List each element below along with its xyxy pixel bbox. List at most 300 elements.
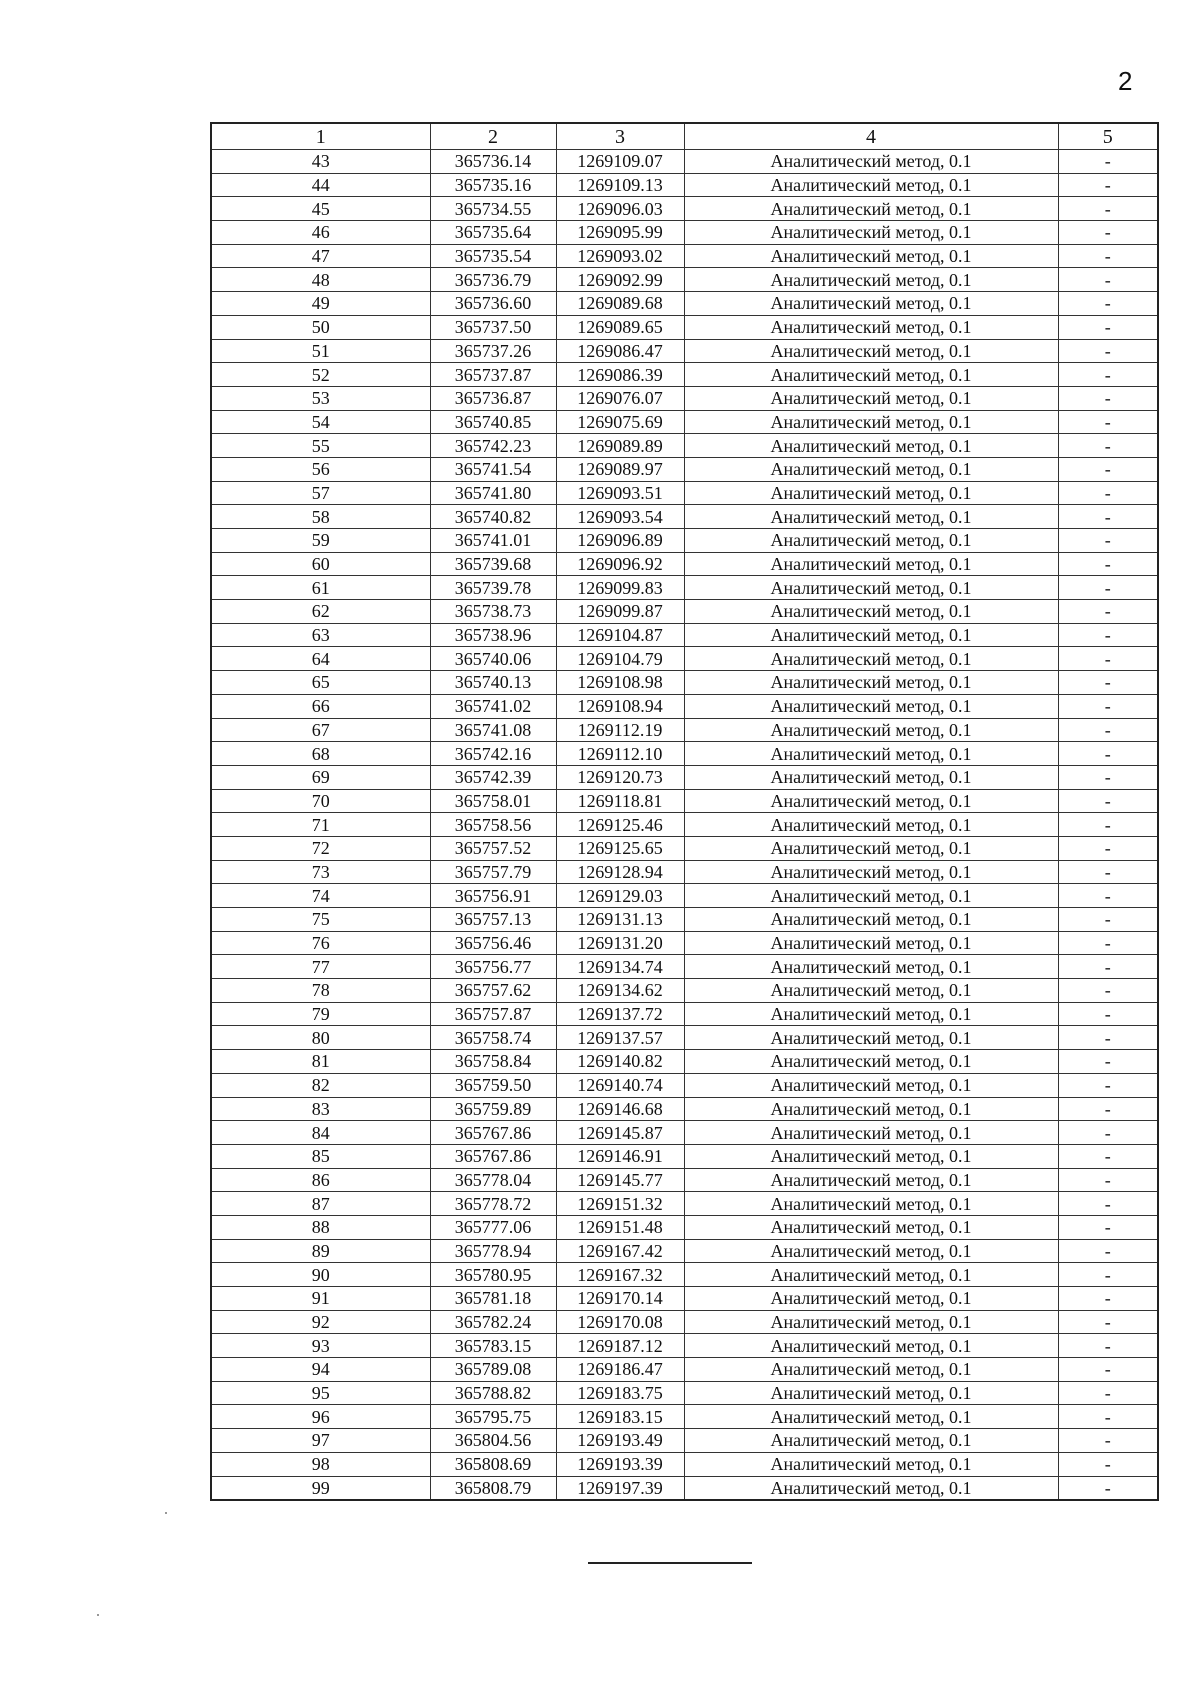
- end-rule: [588, 1562, 752, 1564]
- cell-coord-y: 1269099.87: [556, 600, 684, 624]
- cell-method-accuracy: Аналитический метод, 0.1: [684, 765, 1058, 789]
- cell-point-number: 82: [211, 1073, 430, 1097]
- cell-note: -: [1058, 434, 1158, 458]
- cell-coord-x: 365741.01: [430, 529, 556, 553]
- scan-speck: [97, 1614, 99, 1616]
- cell-note: -: [1058, 931, 1158, 955]
- cell-note: -: [1058, 647, 1158, 671]
- cell-method-accuracy: Аналитический метод, 0.1: [684, 1334, 1058, 1358]
- cell-method-accuracy: Аналитический метод, 0.1: [684, 1026, 1058, 1050]
- cell-coord-x: 365767.86: [430, 1121, 556, 1145]
- cell-coord-x: 365778.04: [430, 1168, 556, 1192]
- cell-coord-x: 365741.08: [430, 718, 556, 742]
- table-row: [211, 292, 1158, 316]
- cell-note: -: [1058, 1287, 1158, 1311]
- table-row: [211, 505, 1158, 529]
- table-row: [211, 1002, 1158, 1026]
- cell-point-number: 88: [211, 1215, 430, 1239]
- cell-coord-x: 365742.16: [430, 742, 556, 766]
- cell-note: -: [1058, 979, 1158, 1003]
- cell-method-accuracy: Аналитический метод, 0.1: [684, 647, 1058, 671]
- table-row: [211, 1334, 1158, 1358]
- cell-coord-y: 1269193.49: [556, 1429, 684, 1453]
- cell-coord-y: 1269145.77: [556, 1168, 684, 1192]
- table-row: [211, 884, 1158, 908]
- table-row: [211, 268, 1158, 292]
- cell-method-accuracy: Аналитический метод, 0.1: [684, 434, 1058, 458]
- cell-method-accuracy: Аналитический метод, 0.1: [684, 1144, 1058, 1168]
- cell-method-accuracy: Аналитический метод, 0.1: [684, 552, 1058, 576]
- cell-note: -: [1058, 315, 1158, 339]
- cell-coord-y: 1269109.07: [556, 150, 684, 174]
- cell-coord-x: 365758.56: [430, 813, 556, 837]
- cell-coord-x: 365736.79: [430, 268, 556, 292]
- table-row: [211, 221, 1158, 245]
- table-row: [211, 1263, 1158, 1287]
- cell-point-number: 69: [211, 765, 430, 789]
- cell-coord-y: 1269137.72: [556, 1002, 684, 1026]
- cell-point-number: 97: [211, 1429, 430, 1453]
- table-row: [211, 363, 1158, 387]
- cell-coord-y: 1269075.69: [556, 410, 684, 434]
- cell-method-accuracy: Аналитический метод, 0.1: [684, 1097, 1058, 1121]
- cell-method-accuracy: Аналитический метод, 0.1: [684, 908, 1058, 932]
- cell-coord-x: 365758.01: [430, 789, 556, 813]
- cell-note: -: [1058, 623, 1158, 647]
- cell-point-number: 52: [211, 363, 430, 387]
- cell-coord-x: 365759.50: [430, 1073, 556, 1097]
- cell-coord-x: 365739.78: [430, 576, 556, 600]
- table-row: [211, 836, 1158, 860]
- cell-coord-y: 1269108.98: [556, 671, 684, 695]
- cell-note: -: [1058, 836, 1158, 860]
- cell-note: -: [1058, 410, 1158, 434]
- cell-method-accuracy: Аналитический метод, 0.1: [684, 813, 1058, 837]
- cell-method-accuracy: Аналитический метод, 0.1: [684, 150, 1058, 174]
- table-row: [211, 197, 1158, 221]
- cell-point-number: 51: [211, 339, 430, 363]
- cell-coord-y: 1269134.62: [556, 979, 684, 1003]
- cell-coord-x: 365741.80: [430, 481, 556, 505]
- table-row: [211, 623, 1158, 647]
- cell-point-number: 86: [211, 1168, 430, 1192]
- cell-coord-y: 1269118.81: [556, 789, 684, 813]
- cell-coord-x: 365735.16: [430, 173, 556, 197]
- table-row: [211, 1358, 1158, 1382]
- cell-note: -: [1058, 576, 1158, 600]
- cell-method-accuracy: Аналитический метод, 0.1: [684, 1002, 1058, 1026]
- cell-coord-y: 1269089.97: [556, 457, 684, 481]
- cell-method-accuracy: Аналитический метод, 0.1: [684, 410, 1058, 434]
- cell-coord-y: 1269151.32: [556, 1192, 684, 1216]
- cell-note: -: [1058, 197, 1158, 221]
- cell-method-accuracy: Аналитический метод, 0.1: [684, 1073, 1058, 1097]
- cell-coord-x: 365756.91: [430, 884, 556, 908]
- cell-note: -: [1058, 529, 1158, 553]
- cell-method-accuracy: Аналитический метод, 0.1: [684, 789, 1058, 813]
- table-row: [211, 600, 1158, 624]
- cell-note: -: [1058, 268, 1158, 292]
- table-row: [211, 1239, 1158, 1263]
- cell-method-accuracy: Аналитический метод, 0.1: [684, 1192, 1058, 1216]
- cell-point-number: 80: [211, 1026, 430, 1050]
- cell-coord-y: 1269093.54: [556, 505, 684, 529]
- cell-point-number: 49: [211, 292, 430, 316]
- header-col-2: 2: [430, 123, 556, 150]
- cell-method-accuracy: Аналитический метод, 0.1: [684, 1452, 1058, 1476]
- cell-coord-x: 365788.82: [430, 1381, 556, 1405]
- coordinates-table: [210, 122, 1159, 1501]
- cell-point-number: 64: [211, 647, 430, 671]
- cell-coord-y: 1269140.82: [556, 1050, 684, 1074]
- cell-coord-y: 1269193.39: [556, 1452, 684, 1476]
- cell-method-accuracy: Аналитический метод, 0.1: [684, 860, 1058, 884]
- cell-coord-x: 365735.54: [430, 244, 556, 268]
- cell-note: -: [1058, 671, 1158, 695]
- table-row: [211, 1192, 1158, 1216]
- table-row: [211, 860, 1158, 884]
- cell-point-number: 67: [211, 718, 430, 742]
- cell-point-number: 44: [211, 173, 430, 197]
- scan-speck: [165, 1512, 167, 1514]
- cell-point-number: 92: [211, 1310, 430, 1334]
- cell-point-number: 70: [211, 789, 430, 813]
- cell-point-number: 43: [211, 150, 430, 174]
- cell-note: -: [1058, 1381, 1158, 1405]
- cell-coord-x: 365808.69: [430, 1452, 556, 1476]
- cell-point-number: 57: [211, 481, 430, 505]
- cell-note: -: [1058, 884, 1158, 908]
- cell-point-number: 68: [211, 742, 430, 766]
- cell-coord-x: 365738.73: [430, 600, 556, 624]
- table-row: [211, 1168, 1158, 1192]
- table-row: [211, 529, 1158, 553]
- cell-method-accuracy: Аналитический метод, 0.1: [684, 1121, 1058, 1145]
- cell-method-accuracy: Аналитический метод, 0.1: [684, 694, 1058, 718]
- cell-coord-y: 1269089.68: [556, 292, 684, 316]
- cell-method-accuracy: Аналитический метод, 0.1: [684, 197, 1058, 221]
- cell-coord-x: 365758.74: [430, 1026, 556, 1050]
- cell-note: -: [1058, 1263, 1158, 1287]
- cell-coord-y: 1269089.65: [556, 315, 684, 339]
- table-row: [211, 1073, 1158, 1097]
- table-row: [211, 647, 1158, 671]
- cell-coord-x: 365737.26: [430, 339, 556, 363]
- cell-note: -: [1058, 1476, 1158, 1500]
- cell-point-number: 87: [211, 1192, 430, 1216]
- table-row: [211, 1026, 1158, 1050]
- cell-coord-y: 1269145.87: [556, 1121, 684, 1145]
- cell-note: -: [1058, 1452, 1158, 1476]
- cell-method-accuracy: Аналитический метод, 0.1: [684, 1381, 1058, 1405]
- cell-note: -: [1058, 1002, 1158, 1026]
- table-row: [211, 1050, 1158, 1074]
- cell-method-accuracy: Аналитический метод, 0.1: [684, 671, 1058, 695]
- cell-coord-y: 1269086.47: [556, 339, 684, 363]
- cell-point-number: 56: [211, 457, 430, 481]
- cell-note: -: [1058, 742, 1158, 766]
- cell-point-number: 83: [211, 1097, 430, 1121]
- cell-coord-y: 1269129.03: [556, 884, 684, 908]
- cell-point-number: 65: [211, 671, 430, 695]
- cell-note: -: [1058, 1168, 1158, 1192]
- cell-note: -: [1058, 1358, 1158, 1382]
- cell-point-number: 79: [211, 1002, 430, 1026]
- cell-coord-x: 365778.72: [430, 1192, 556, 1216]
- cell-method-accuracy: Аналитический метод, 0.1: [684, 718, 1058, 742]
- cell-method-accuracy: Аналитический метод, 0.1: [684, 1263, 1058, 1287]
- cell-coord-y: 1269170.08: [556, 1310, 684, 1334]
- cell-method-accuracy: Аналитический метод, 0.1: [684, 315, 1058, 339]
- cell-coord-y: 1269093.51: [556, 481, 684, 505]
- table-row: [211, 173, 1158, 197]
- table-row: [211, 1310, 1158, 1334]
- cell-coord-x: 365757.62: [430, 979, 556, 1003]
- cell-method-accuracy: Аналитический метод, 0.1: [684, 742, 1058, 766]
- cell-method-accuracy: Аналитический метод, 0.1: [684, 292, 1058, 316]
- cell-point-number: 90: [211, 1263, 430, 1287]
- table-row: [211, 576, 1158, 600]
- cell-coord-y: 1269086.39: [556, 363, 684, 387]
- cell-point-number: 63: [211, 623, 430, 647]
- cell-point-number: 54: [211, 410, 430, 434]
- cell-note: -: [1058, 457, 1158, 481]
- cell-point-number: 75: [211, 908, 430, 932]
- table-row: [211, 339, 1158, 363]
- table-row: [211, 1381, 1158, 1405]
- cell-note: -: [1058, 505, 1158, 529]
- cell-note: -: [1058, 765, 1158, 789]
- cell-coord-y: 1269120.73: [556, 765, 684, 789]
- table-row: [211, 1429, 1158, 1453]
- cell-note: -: [1058, 1073, 1158, 1097]
- cell-coord-x: 365740.06: [430, 647, 556, 671]
- table-row: [211, 552, 1158, 576]
- table-row: [211, 908, 1158, 932]
- cell-coord-x: 365737.87: [430, 363, 556, 387]
- cell-coord-y: 1269151.48: [556, 1215, 684, 1239]
- cell-coord-x: 365737.50: [430, 315, 556, 339]
- cell-method-accuracy: Аналитический метод, 0.1: [684, 457, 1058, 481]
- cell-coord-y: 1269099.83: [556, 576, 684, 600]
- cell-method-accuracy: Аналитический метод, 0.1: [684, 623, 1058, 647]
- cell-coord-x: 365777.06: [430, 1215, 556, 1239]
- table-row: [211, 742, 1158, 766]
- cell-note: -: [1058, 1215, 1158, 1239]
- cell-method-accuracy: Аналитический метод, 0.1: [684, 1310, 1058, 1334]
- cell-coord-y: 1269183.75: [556, 1381, 684, 1405]
- cell-coord-y: 1269108.94: [556, 694, 684, 718]
- cell-method-accuracy: Аналитический метод, 0.1: [684, 1050, 1058, 1074]
- cell-point-number: 62: [211, 600, 430, 624]
- cell-point-number: 93: [211, 1334, 430, 1358]
- table-row: [211, 789, 1158, 813]
- cell-point-number: 59: [211, 529, 430, 553]
- cell-coord-x: 365740.82: [430, 505, 556, 529]
- cell-note: -: [1058, 600, 1158, 624]
- cell-point-number: 48: [211, 268, 430, 292]
- cell-method-accuracy: Аналитический метод, 0.1: [684, 1215, 1058, 1239]
- cell-coord-x: 365756.46: [430, 931, 556, 955]
- cell-coord-x: 365808.79: [430, 1476, 556, 1500]
- cell-coord-y: 1269146.91: [556, 1144, 684, 1168]
- cell-coord-x: 365767.86: [430, 1144, 556, 1168]
- cell-method-accuracy: Аналитический метод, 0.1: [684, 529, 1058, 553]
- cell-method-accuracy: Аналитический метод, 0.1: [684, 1429, 1058, 1453]
- cell-point-number: 74: [211, 884, 430, 908]
- cell-coord-y: 1269131.20: [556, 931, 684, 955]
- cell-note: -: [1058, 1429, 1158, 1453]
- cell-coord-x: 365742.39: [430, 765, 556, 789]
- cell-method-accuracy: Аналитический метод, 0.1: [684, 1239, 1058, 1263]
- cell-point-number: 60: [211, 552, 430, 576]
- cell-point-number: 98: [211, 1452, 430, 1476]
- cell-point-number: 73: [211, 860, 430, 884]
- cell-note: -: [1058, 1405, 1158, 1429]
- table-body: [211, 150, 1158, 1501]
- cell-point-number: 46: [211, 221, 430, 245]
- cell-point-number: 81: [211, 1050, 430, 1074]
- table-row: [211, 434, 1158, 458]
- cell-coord-x: 365757.87: [430, 1002, 556, 1026]
- cell-coord-y: 1269112.19: [556, 718, 684, 742]
- table-row: [211, 1476, 1158, 1500]
- table-row: [211, 386, 1158, 410]
- table-row: [211, 955, 1158, 979]
- table-row: [211, 410, 1158, 434]
- cell-point-number: 94: [211, 1358, 430, 1382]
- cell-method-accuracy: Аналитический метод, 0.1: [684, 576, 1058, 600]
- cell-method-accuracy: Аналитический метод, 0.1: [684, 221, 1058, 245]
- cell-coord-y: 1269131.13: [556, 908, 684, 932]
- cell-note: -: [1058, 552, 1158, 576]
- table-row: [211, 1097, 1158, 1121]
- cell-coord-y: 1269186.47: [556, 1358, 684, 1382]
- cell-point-number: 55: [211, 434, 430, 458]
- cell-coord-y: 1269197.39: [556, 1476, 684, 1500]
- cell-coord-x: 365736.14: [430, 150, 556, 174]
- header-col-1: 1: [211, 123, 430, 150]
- cell-coord-x: 365756.77: [430, 955, 556, 979]
- cell-note: -: [1058, 244, 1158, 268]
- cell-note: -: [1058, 955, 1158, 979]
- cell-coord-x: 365736.60: [430, 292, 556, 316]
- cell-coord-x: 365780.95: [430, 1263, 556, 1287]
- cell-point-number: 78: [211, 979, 430, 1003]
- cell-point-number: 66: [211, 694, 430, 718]
- table-row: [211, 718, 1158, 742]
- cell-method-accuracy: Аналитический метод, 0.1: [684, 481, 1058, 505]
- cell-method-accuracy: Аналитический метод, 0.1: [684, 931, 1058, 955]
- table-row: [211, 1121, 1158, 1145]
- cell-note: -: [1058, 1144, 1158, 1168]
- cell-note: -: [1058, 1121, 1158, 1145]
- cell-note: -: [1058, 386, 1158, 410]
- table-header: [211, 123, 1158, 150]
- cell-coord-y: 1269096.03: [556, 197, 684, 221]
- cell-note: -: [1058, 481, 1158, 505]
- cell-coord-x: 365804.56: [430, 1429, 556, 1453]
- cell-point-number: 53: [211, 386, 430, 410]
- cell-method-accuracy: Аналитический метод, 0.1: [684, 505, 1058, 529]
- cell-point-number: 99: [211, 1476, 430, 1500]
- table-row: [211, 315, 1158, 339]
- table-row: [211, 1405, 1158, 1429]
- cell-coord-y: 1269112.10: [556, 742, 684, 766]
- cell-coord-x: 365742.23: [430, 434, 556, 458]
- cell-note: -: [1058, 1239, 1158, 1263]
- cell-coord-y: 1269183.15: [556, 1405, 684, 1429]
- cell-coord-x: 365740.85: [430, 410, 556, 434]
- cell-method-accuracy: Аналитический метод, 0.1: [684, 979, 1058, 1003]
- cell-coord-y: 1269125.65: [556, 836, 684, 860]
- cell-coord-y: 1269167.42: [556, 1239, 684, 1263]
- cell-coord-y: 1269104.87: [556, 623, 684, 647]
- table-row: [211, 1452, 1158, 1476]
- cell-point-number: 85: [211, 1144, 430, 1168]
- cell-coord-x: 365781.18: [430, 1287, 556, 1311]
- cell-coord-x: 365735.64: [430, 221, 556, 245]
- cell-point-number: 45: [211, 197, 430, 221]
- cell-method-accuracy: Аналитический метод, 0.1: [684, 363, 1058, 387]
- cell-coord-x: 365739.68: [430, 552, 556, 576]
- table-row: [211, 481, 1158, 505]
- cell-note: -: [1058, 1026, 1158, 1050]
- table-row: [211, 931, 1158, 955]
- cell-method-accuracy: Аналитический метод, 0.1: [684, 955, 1058, 979]
- cell-note: -: [1058, 1334, 1158, 1358]
- cell-point-number: 77: [211, 955, 430, 979]
- cell-point-number: 76: [211, 931, 430, 955]
- cell-method-accuracy: Аналитический метод, 0.1: [684, 1358, 1058, 1382]
- page-number: 2: [1118, 66, 1133, 96]
- cell-coord-x: 365740.13: [430, 671, 556, 695]
- cell-point-number: 50: [211, 315, 430, 339]
- cell-coord-y: 1269146.68: [556, 1097, 684, 1121]
- cell-coord-y: 1269134.74: [556, 955, 684, 979]
- table-row: [211, 694, 1158, 718]
- cell-coord-y: 1269125.46: [556, 813, 684, 837]
- cell-note: -: [1058, 173, 1158, 197]
- cell-coord-x: 365782.24: [430, 1310, 556, 1334]
- cell-coord-x: 365789.08: [430, 1358, 556, 1382]
- cell-coord-x: 365738.96: [430, 623, 556, 647]
- table-row: [211, 244, 1158, 268]
- cell-coord-y: 1269167.32: [556, 1263, 684, 1287]
- cell-method-accuracy: Аналитический метод, 0.1: [684, 173, 1058, 197]
- cell-note: -: [1058, 221, 1158, 245]
- cell-note: -: [1058, 339, 1158, 363]
- table-row: [211, 1287, 1158, 1311]
- header-col-4: 4: [684, 123, 1058, 150]
- cell-coord-y: 1269092.99: [556, 268, 684, 292]
- cell-coord-y: 1269096.89: [556, 529, 684, 553]
- header-col-5: 5: [1058, 123, 1158, 150]
- cell-method-accuracy: Аналитический метод, 0.1: [684, 836, 1058, 860]
- cell-method-accuracy: Аналитический метод, 0.1: [684, 339, 1058, 363]
- cell-coord-x: 365757.79: [430, 860, 556, 884]
- cell-point-number: 72: [211, 836, 430, 860]
- cell-note: -: [1058, 813, 1158, 837]
- cell-note: -: [1058, 789, 1158, 813]
- cell-coord-y: 1269076.07: [556, 386, 684, 410]
- cell-coord-y: 1269109.13: [556, 173, 684, 197]
- cell-coord-x: 365778.94: [430, 1239, 556, 1263]
- cell-coord-x: 365734.55: [430, 197, 556, 221]
- cell-coord-y: 1269137.57: [556, 1026, 684, 1050]
- cell-coord-y: 1269095.99: [556, 221, 684, 245]
- table-row: [211, 979, 1158, 1003]
